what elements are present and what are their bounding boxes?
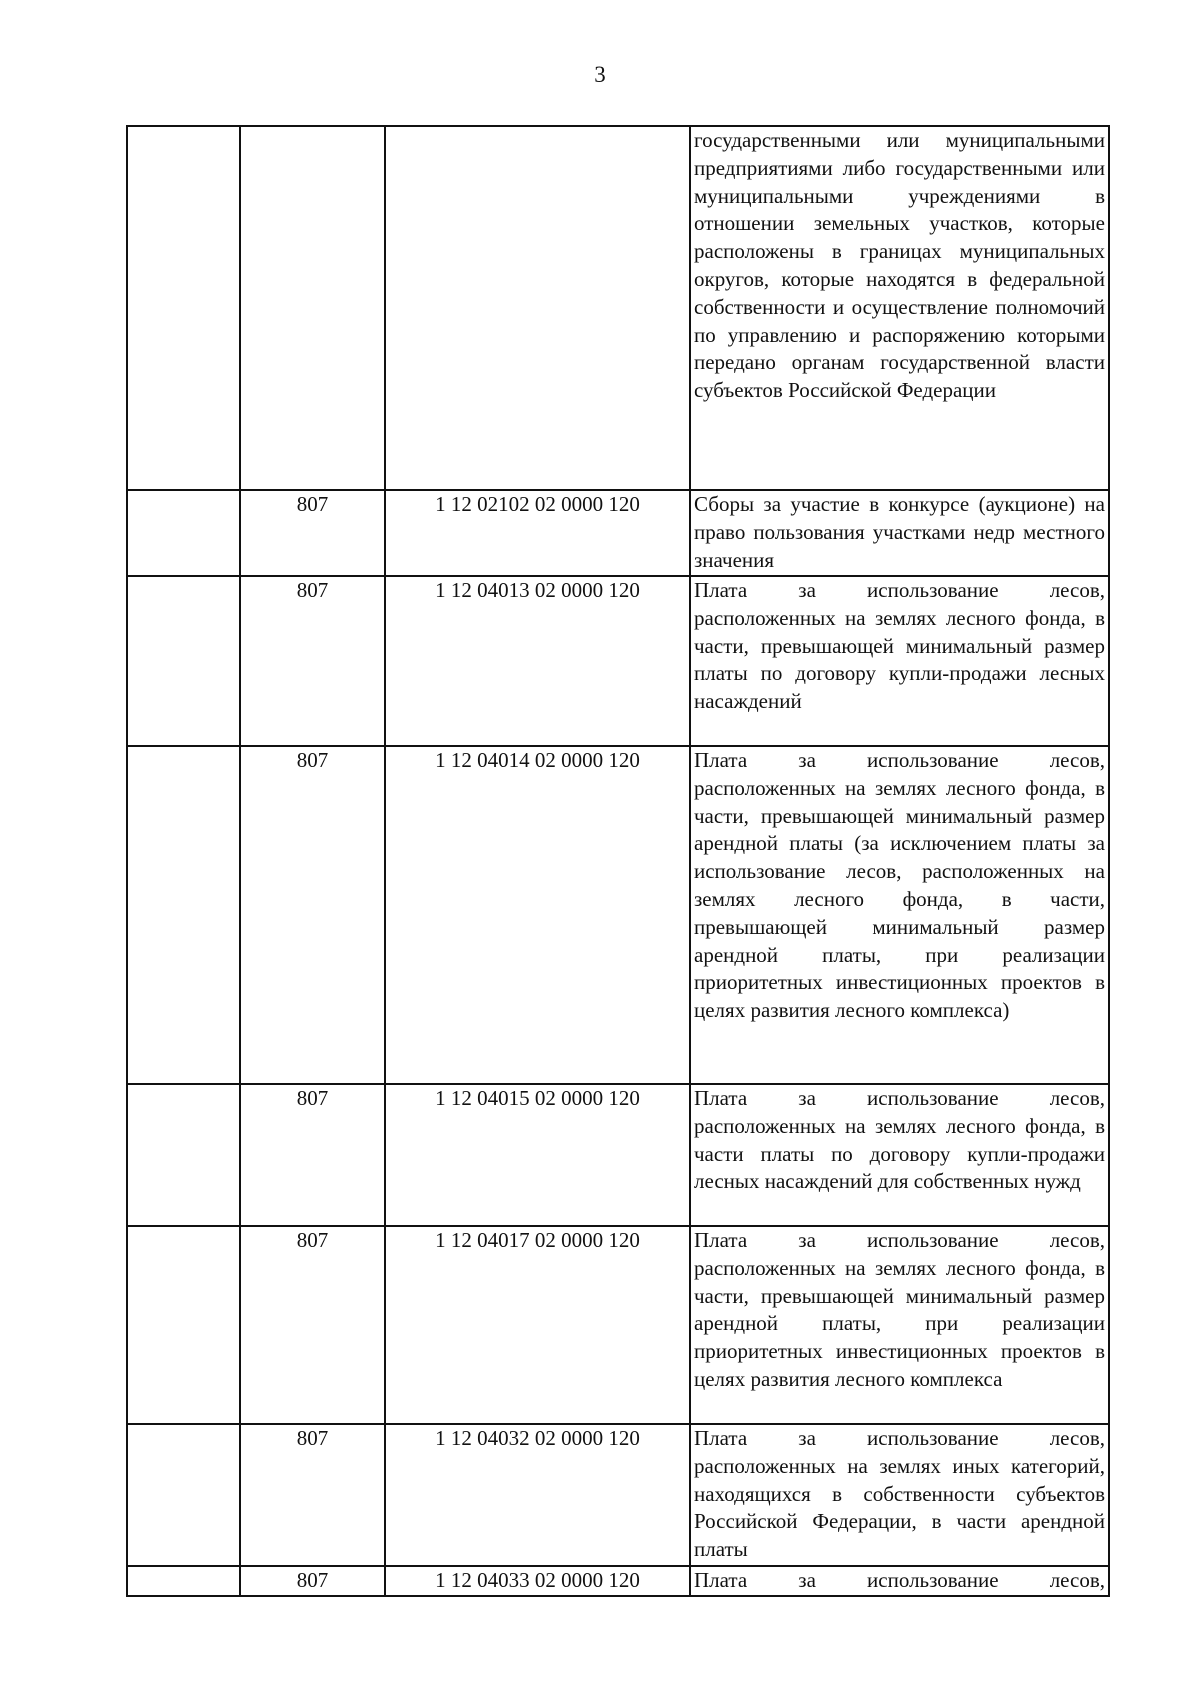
page-number: 3 bbox=[594, 62, 606, 87]
table-row bbox=[127, 1226, 1109, 1424]
table-row bbox=[127, 126, 1109, 490]
admin-code-cell: 807 bbox=[240, 1084, 385, 1226]
description-cell: государственными или муниципальными предприятиями либо государственными или муниципальными учреждениями в отношении земельных участков, которые расположены в границах муниципальных округов, которые находятся в федеральной собственности и осуществление полномочий по управлению и распоряжению которыми передано органам государственной власти субъектов Российской Федерации bbox=[690, 126, 1109, 490]
table-row bbox=[127, 490, 1109, 576]
admin-code-cell: 807 bbox=[240, 1226, 385, 1424]
budget-code-cell: 1 12 04015 02 0000 120 bbox=[385, 1084, 690, 1226]
budget-code-cell: 1 12 04013 02 0000 120 bbox=[385, 576, 690, 746]
description-cell: Сборы за участие в конкурсе (аукционе) на право пользования участками недр местного значения bbox=[690, 490, 1109, 576]
empty-cell bbox=[127, 1084, 240, 1226]
empty-cell bbox=[127, 1566, 240, 1596]
admin-code-cell: 807 bbox=[240, 576, 385, 746]
description-cell: Плата за использование лесов, расположенных на землях лесного фонда, в части, превышающей минимальный размер арендной платы, при реализации приоритетных инвестиционных проектов в целях развития лесного комплекса bbox=[690, 1226, 1109, 1424]
budget-code-cell: 1 12 04014 02 0000 120 bbox=[385, 746, 690, 1084]
description-cell: Плата за использование лесов, bbox=[690, 1566, 1109, 1596]
budget-code-cell: 1 12 04033 02 0000 120 bbox=[385, 1566, 690, 1596]
budget-code-cell: 1 12 02102 02 0000 120 bbox=[385, 490, 690, 576]
budget-code-cell: 1 12 04032 02 0000 120 bbox=[385, 1424, 690, 1566]
empty-cell bbox=[127, 126, 240, 490]
budget-code-cell: 1 12 04017 02 0000 120 bbox=[385, 1226, 690, 1424]
description-cell: Плата за использование лесов, расположенных на землях лесного фонда, в части платы по договору купли-продажи лесных насаждений для собственных нужд bbox=[690, 1084, 1109, 1226]
empty-cell bbox=[127, 490, 240, 576]
admin-code-cell: 807 bbox=[240, 490, 385, 576]
empty-cell bbox=[127, 1226, 240, 1424]
description-cell: Плата за использование лесов, расположенных на землях лесного фонда, в части, превышающей минимальный размер платы по договору купли-продажи лесных насаждений bbox=[690, 576, 1109, 746]
budget-code-table bbox=[126, 125, 1110, 1597]
table-row bbox=[127, 1424, 1109, 1566]
table-row bbox=[127, 1566, 1109, 1596]
admin-code-cell bbox=[240, 126, 385, 490]
admin-code-cell: 807 bbox=[240, 1566, 385, 1596]
empty-cell bbox=[127, 1424, 240, 1566]
empty-cell bbox=[127, 576, 240, 746]
table-row bbox=[127, 1084, 1109, 1226]
description-cell: Плата за использование лесов, расположенных на землях иных категорий, находящихся в собственности субъектов Российской Федерации, в части арендной платы bbox=[690, 1424, 1109, 1566]
empty-cell bbox=[127, 746, 240, 1084]
table-row bbox=[127, 746, 1109, 1084]
admin-code-cell: 807 bbox=[240, 1424, 385, 1566]
admin-code-cell: 807 bbox=[240, 746, 385, 1084]
table-row bbox=[127, 576, 1109, 746]
description-cell: Плата за использование лесов, расположенных на землях лесного фонда, в части, превышающей минимальный размер арендной платы (за исключением платы за использование лесов, расположенных на землях лесного фонда, в части, превышающей минимальный размер арендной платы, при реализации приоритетных инвестиционных проектов в целях развития лесного комплекса) bbox=[690, 746, 1109, 1084]
budget-code-cell bbox=[385, 126, 690, 490]
